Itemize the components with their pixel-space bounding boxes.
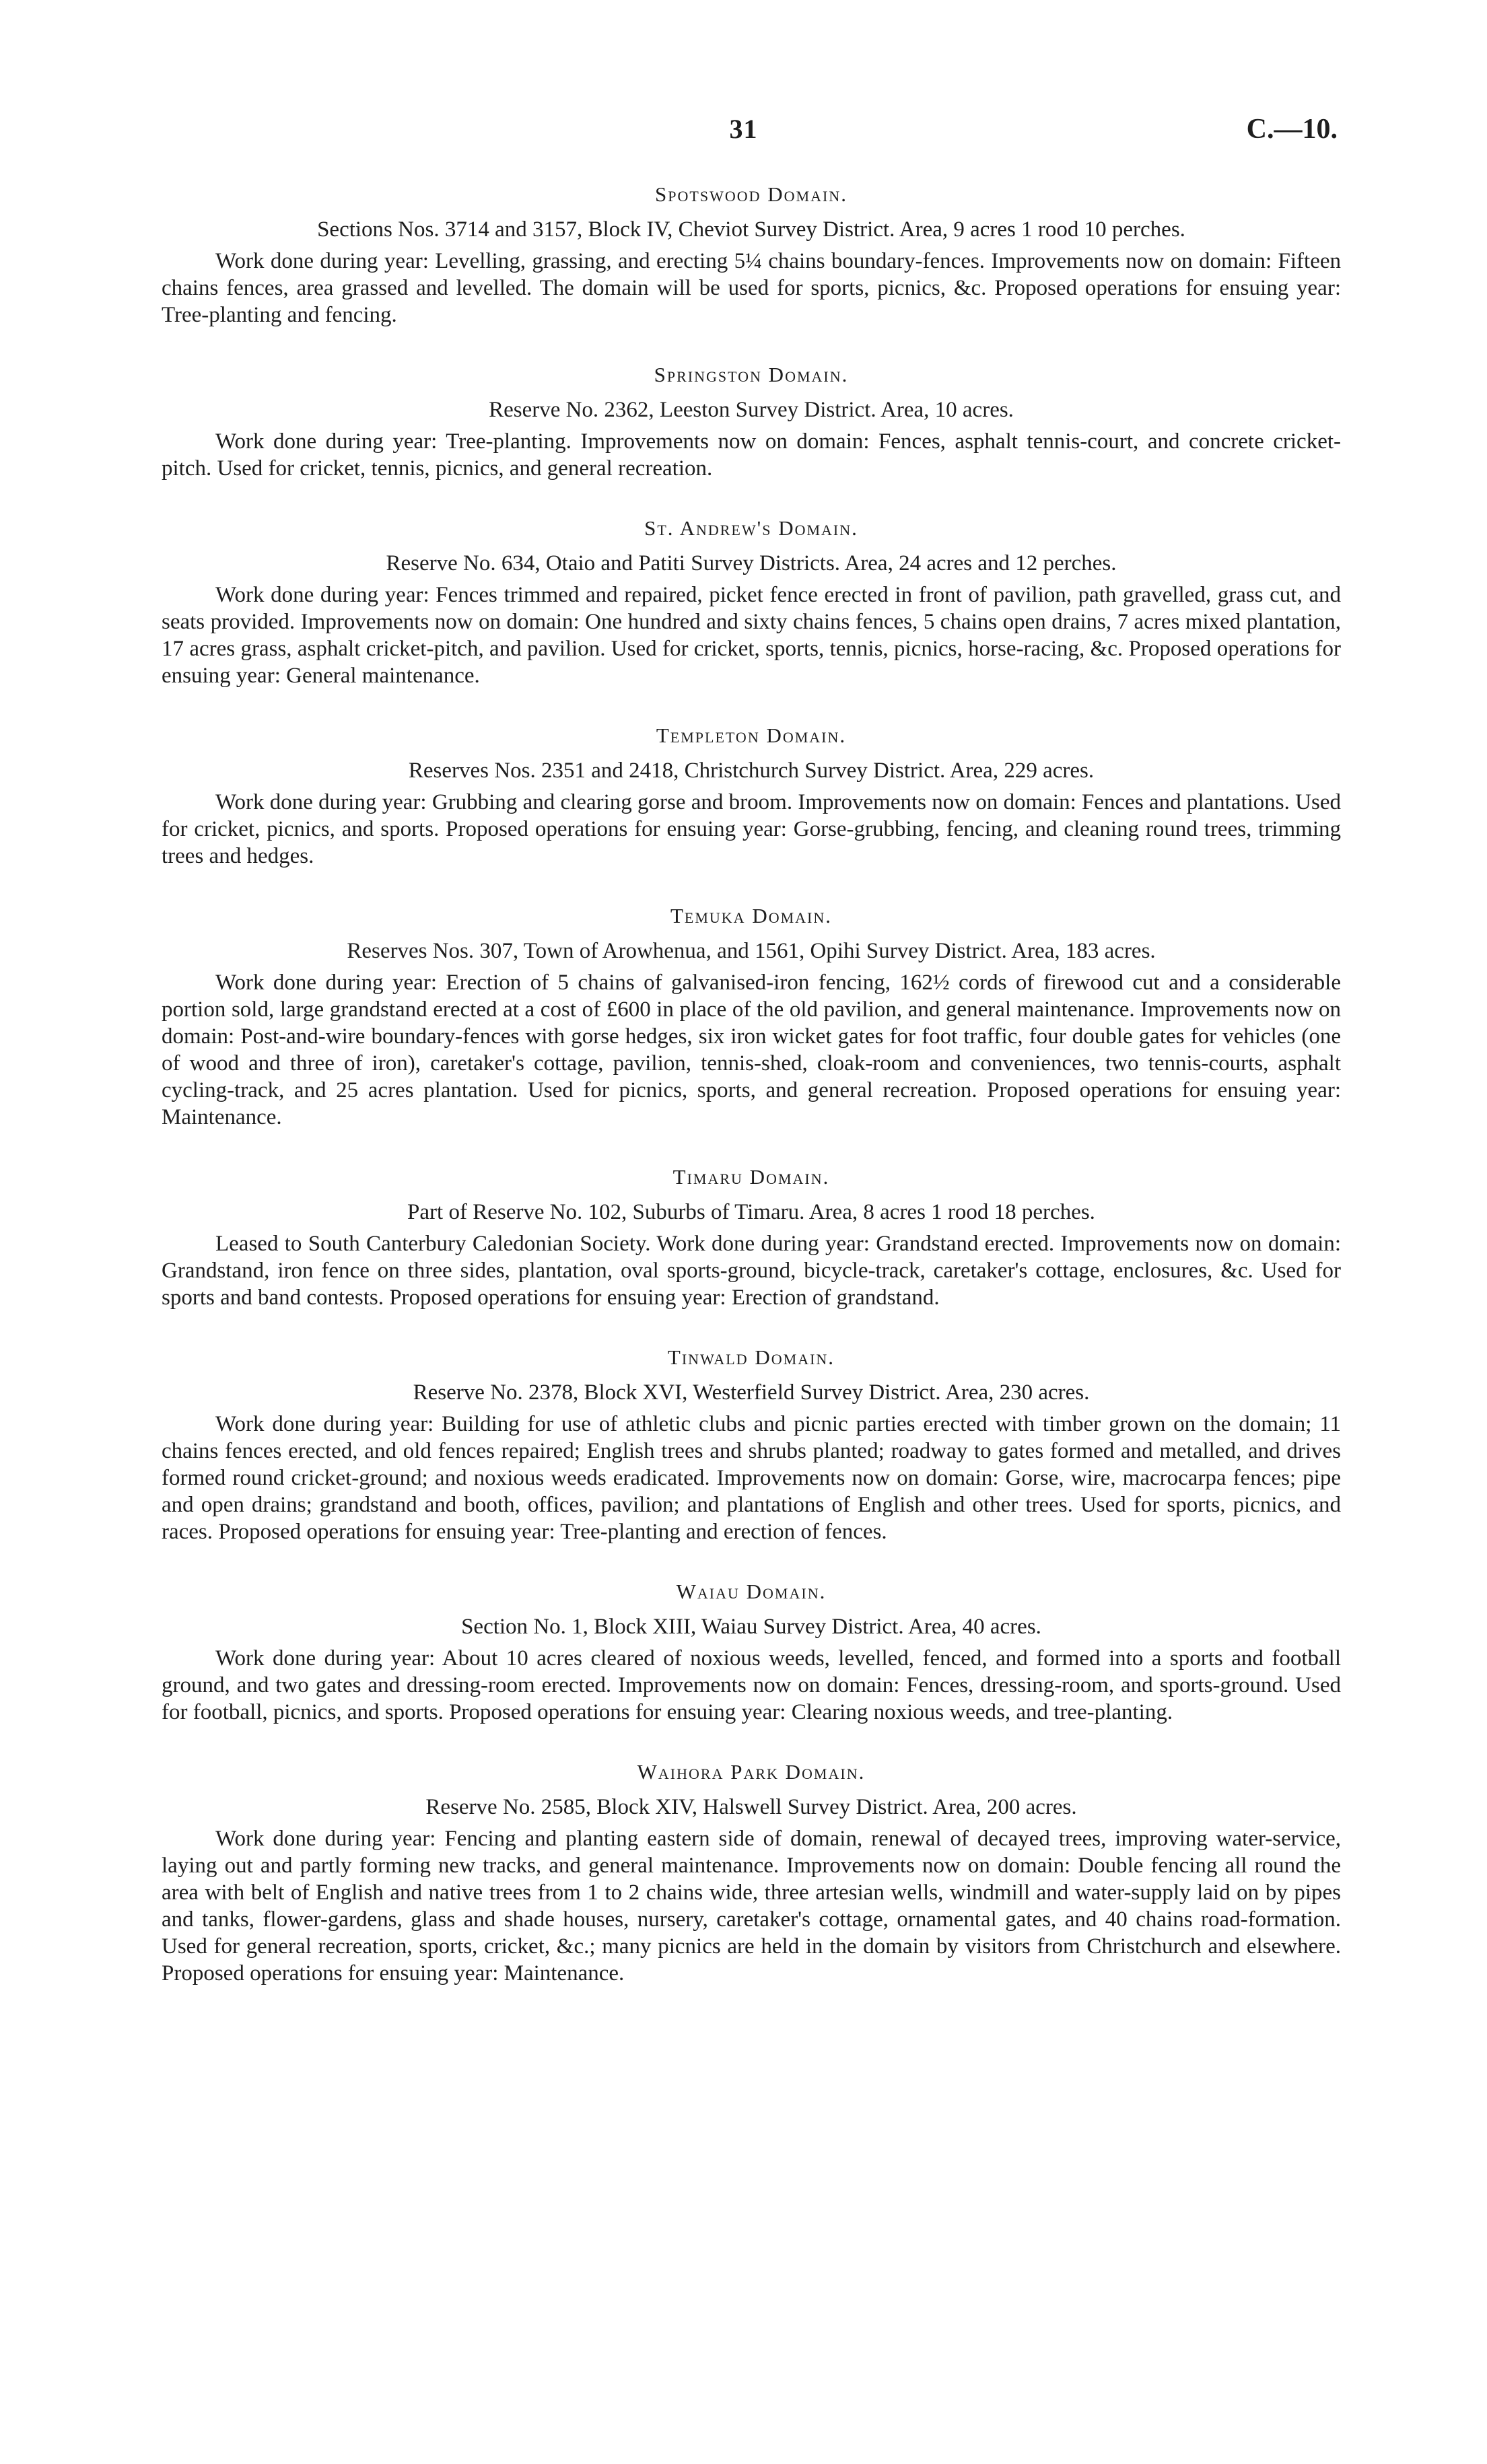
section-body: Leased to South Canterbury Caledonian Society. Work done during year: Grandstand erected. Improvements now on domain: Grandstand, iron fence on three sides, plantation, oval sports-ground, bicycle-track, caretaker's cottage, enclosures, &c. Used for sports and band contests. Proposed operations for ensuing year: Erection of grandstand.	[162, 1232, 1341, 1310]
section-body: Work done during year: Fences trimmed and repaired, picket fence erected in front of pavilion, path gravelled, grass cut, and seats provided. Improvements now on domain: One hundred and sixty chains fences, 5 chains open drains, 7 acres mixed plantation, 17 acres grass, asphalt cricket-pitch, and pavilion. Used for cricket, sports, tennis, picnics, horse-racing, &c. Proposed operations for ensuing year: General maintenance.	[162, 583, 1341, 688]
section-body: Work done during year: Levelling, grassing, and erecting 5¼ chains boundary-fences. Improvements now on domain: Fifteen chains fences, area grassed and levelled. The domain will be used for sports, picnics, &c. Proposed operations for ensuing year: Tree-planting and fencing.	[162, 249, 1341, 327]
reserve-description: Reserve No. 2585, Block XIV, Halswell Survey District. Area, 200 acres.	[425, 1795, 1077, 1819]
section-heading: Waiau Domain.	[676, 1580, 827, 1603]
document-reference: C.—10.	[1246, 114, 1338, 145]
section-heading: Temuka Domain.	[670, 904, 833, 927]
reserve-description: Reserves Nos. 307, Town of Arowhenua, and 1561, Opihi Survey District. Area, 183 acres.	[347, 939, 1156, 963]
domain-section-timaru	[162, 1164, 1341, 1311]
reserve-description: Reserves Nos. 2351 and 2418, Christchurch Survey District. Area, 229 acres.	[408, 759, 1095, 783]
domain-section-st-andrews	[162, 516, 1341, 689]
page-number: 31	[729, 114, 758, 144]
domain-section-spotswood	[162, 182, 1341, 328]
reserve-description: Part of Reserve No. 102, Suburbs of Timaru. Area, 8 acres 1 rood 18 perches.	[407, 1200, 1095, 1224]
section-heading: Tinwald Domain.	[667, 1345, 835, 1369]
section-body: Work done during year: Tree-planting. Improvements now on domain: Fences, asphalt tennis-court, and concrete cricket-pitch. Used for cricket, tennis, picnics, and general recreation.	[162, 429, 1341, 481]
reserve-description: Reserve No. 2378, Block XVI, Westerfield Survey District. Area, 230 acres.	[413, 1380, 1090, 1405]
reserve-description: Reserve No. 634, Otaio and Patiti Survey Districts. Area, 24 acres and 12 perches.	[386, 551, 1117, 575]
section-heading: Waihora Park Domain.	[637, 1760, 866, 1784]
reserve-description: Section No. 1, Block XIII, Waiau Survey District. Area, 40 acres.	[461, 1615, 1041, 1639]
section-heading: Templeton Domain.	[656, 724, 847, 747]
section-heading: St. Andrew's Domain.	[644, 516, 858, 540]
domain-section-templeton	[162, 723, 1341, 870]
domain-section-temuka	[162, 903, 1341, 1131]
section-body: Work done during year: Fencing and planting eastern side of domain, renewal of decayed trees, improving water-service, laying out and partly forming new tracks, and general maintenance. Improvements now on domain: Double fencing all round the area with belt of English and native trees from 1 to 2 chains wide, three artesian wells, windmill and water-supply laid on by pipes and tanks, flower-gardens, glass and shade houses, nursery, caretaker's cottage, ornamental gates, and 40 chains road-formation. Used for general recreation, sports, cricket, &c.; many picnics are held in the domain by visitors from Christchurch and elsewhere. Proposed operations for ensuing year: Maintenance.	[162, 1827, 1341, 1985]
section-heading: Spotswood Domain.	[655, 182, 848, 206]
domain-section-waiau	[162, 1579, 1341, 1726]
domain-section-springston	[162, 362, 1341, 482]
section-body: Work done during year: Grubbing and clearing gorse and broom. Improvements now on domain: Fences and plantations. Used for cricket, picnics, and sports. Proposed operations for ensuing year: Gorse-grubbing, fencing, and cleaning round trees, trimming trees and hedges.	[162, 790, 1341, 868]
section-heading: Springston Domain.	[654, 363, 849, 386]
section-heading: Timaru Domain.	[672, 1165, 830, 1189]
reserve-description: Reserve No. 2362, Leeston Survey District. Area, 10 acres.	[489, 398, 1014, 422]
domain-section-waihora-park	[162, 1759, 1341, 1987]
page-content	[162, 182, 1341, 2020]
section-body: Work done during year: Erection of 5 chains of galvanised-iron fencing, 162½ cords of firewood cut and a considerable portion sold, large grandstand erected at a cost of £600 in place of the old pavilion, and general maintenance. Improvements now on domain: Post-and-wire boundary-fences with gorse hedges, six iron wicket gates for foot traffic, four double gates for vehicles (one of wood and three of iron), caretaker's cottage, pavilion, tennis-shed, cloak-room and conveniences, two tennis-courts, asphalt cycling-track, and 25 acres plantation. Used for picnics, sports, and general recreation. Proposed operations for ensuing year: Maintenance.	[162, 971, 1341, 1129]
reserve-description: Sections Nos. 3714 and 3157, Block IV, Cheviot Survey District. Area, 9 acres 1 rood 10 perches.	[317, 217, 1185, 242]
domain-section-tinwald	[162, 1345, 1341, 1545]
section-body: Work done during year: Building for use of athletic clubs and picnic parties erected with timber grown on the domain; 11 chains fences erected, and old fences repaired; English trees and shrubs planted; roadway to gates formed and metalled, and drives formed round cricket-ground; and noxious weeds eradicated. Improvements now on domain: Gorse, wire, macrocarpa fences; pipe and open drains; grandstand and booth, offices, pavilion; and plantations of English and other trees. Used for sports, picnics, and races. Proposed operations for ensuing year: Tree-planting and erection of fences.	[162, 1412, 1341, 1544]
section-body: Work done during year: About 10 acres cleared of noxious weeds, levelled, fenced, and formed into a sports and football ground, and two gates and dressing-room erected. Improvements now on domain: Fences, dressing-room, and sports-ground. Used for football, picnics, and sports. Proposed operations for ensuing year: Clearing noxious weeds, and tree-planting.	[162, 1646, 1341, 1724]
